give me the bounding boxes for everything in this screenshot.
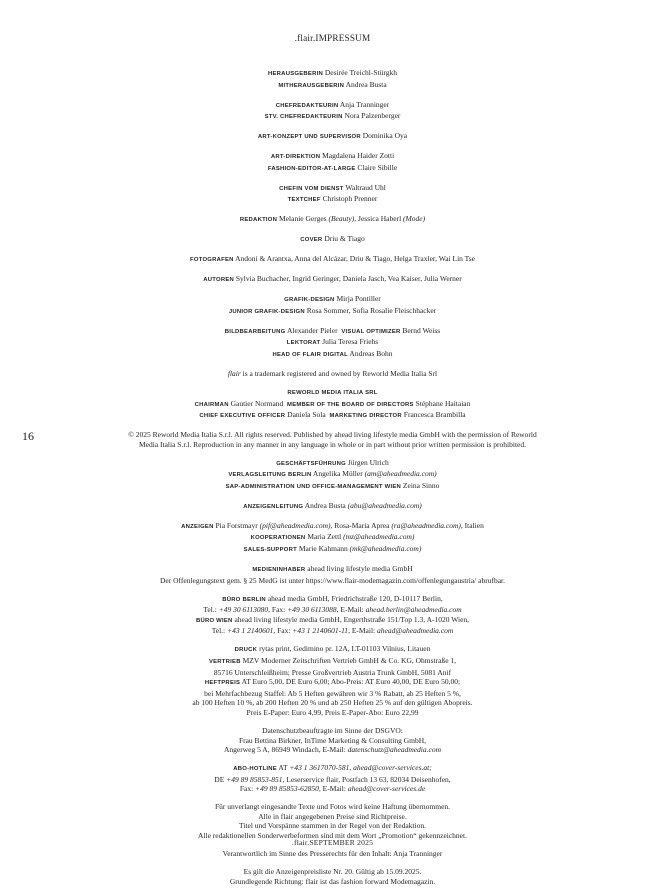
sep-redaktion: , (354, 214, 359, 224)
value-fashion-editor: Claire Sibille (357, 162, 398, 172)
value-mitherausgeberin: Andrea Busta (345, 79, 387, 89)
label-chefin-vom-dienst: CHEFIN VOM DIENST (279, 185, 344, 192)
value-board-member: Stéphane Haitaian (415, 398, 471, 408)
page-header: .flair.IMPRESSUM (294, 33, 371, 43)
abo-fax-prefix: Fax: (239, 784, 254, 794)
management-block (80, 458, 585, 493)
abo-at-prefix: AT (278, 763, 288, 773)
value-grafik-design: Mirja Pontiller (336, 294, 381, 304)
value-redaktion-1: Melanie Gerges (279, 214, 327, 224)
trademark-text: is a trademark registered and owned by Reworld Media Italia Srl (242, 368, 438, 378)
email-anzeigenleitung: (abu@aheadmedia.com) (347, 500, 422, 510)
art-concept-block (80, 131, 585, 143)
label-art-direktion: ART-DIREKTION (270, 154, 321, 161)
sep-anzeigen-1: , (330, 520, 335, 530)
data-protection-block (80, 726, 585, 755)
label-medieninhaber: MEDIENINHABER (252, 567, 306, 574)
value-chefin-vom-dienst: Waltraud Uhl (345, 182, 386, 192)
label-grafik-design: GRAFIK-DESIGN (284, 297, 335, 304)
copyright-line-2: Media Italia S.r.l. Reproduction in any manner in any language in whole or in part without prior written permission is prohibited. (138, 439, 526, 449)
label-board-member: MEMBER OF THE BOARD OF DIRECTORS (287, 401, 414, 408)
page-footer: .flair.SEPTEMBER 2025 (291, 838, 374, 847)
tel-prefix-wien: Tel.: (211, 626, 226, 636)
abo-fax: +49 89 85853-62850 (255, 784, 319, 794)
value-ceo: Daniela Sola (287, 410, 326, 420)
verantwortlich-text: Verantwortlich im Sinne des Presserechts für den Inhalt: Anja Tranninger (222, 849, 443, 859)
ad-management-block (80, 501, 585, 513)
cover-block (80, 234, 585, 246)
note-redaktion-2: (Mode) (403, 214, 426, 224)
email-berlin: ahead.berlin@aheadmedia.com (365, 605, 462, 615)
label-kooperationen: KOOPERATIONEN (250, 535, 306, 542)
value-textchef: Christoph Prenner (322, 194, 378, 204)
datenschutz-line-1: Datenschutzbeauftragte im Sinne der DSGVO: (262, 725, 403, 735)
datenschutz-email: datenschutz@aheadmedia.com (347, 745, 442, 755)
value-redaktion-2: Jessica Haberl (358, 214, 402, 224)
value-anzeigen-1: Pia Forstmayr (215, 520, 258, 530)
address-buero-berlin: ahead media GmbH, Friedrichstraße 120, D-10117 Berlin, (267, 593, 443, 603)
value-sap: Zeina Sinno (402, 480, 440, 490)
reworld-company: REWORLD MEDIA ITALIA SRL (287, 389, 378, 396)
abo-de-prefix: DE (214, 774, 225, 784)
price-list-block (80, 867, 585, 886)
publisher-block (80, 68, 585, 91)
editor-in-chief-block (80, 100, 585, 123)
tel-berlin: +49 30 6113080 (218, 605, 269, 615)
value-bildbearbeitung: Alexander Pieler (286, 325, 338, 335)
subscription-hotline-block (80, 763, 585, 794)
value-medieninhaber: ahead living lifestyle media GmbH (307, 564, 413, 574)
abo-de-tel: +49 89 85853-851 (226, 774, 283, 784)
value-sales-support: Marie Kahmann (298, 544, 348, 554)
sep-anzeigen-2: , Italien (460, 520, 484, 530)
label-visual-optimizer: VISUAL OPTIMIZER (341, 328, 401, 335)
email-kooperationen: (mz@aheadmedia.com) (343, 532, 415, 542)
value-heftpreis-3: ab 100 Heften 10 %, ab 200 Heften 20 % und ab 250 Heften 25 % auf den gültigen Abopreis. (192, 698, 473, 708)
value-anzeigen-2: Rosa-Maria Aprea (334, 520, 390, 530)
reworld-block (80, 387, 585, 422)
label-bildbearbeitung: BILDBEARBEITUNG (224, 328, 286, 335)
value-chefredakteurin: Anja Tranninger (339, 99, 390, 109)
value-autoren: Sylvia Buchacher, Ingrid Geringer, Daniela Jasch, Vea Kaiser, Julia Werner (235, 274, 462, 284)
managing-editor-block (80, 183, 585, 206)
label-abo-hotline: ABO-HOTLINE (233, 766, 277, 773)
trademark-brand: flair (227, 368, 241, 378)
email-prefix-wien: , E-Mail: (348, 626, 376, 636)
preisliste-line-1: Es gilt die Anzeigenpreisliste Nr. 20. Gültig ab 15.09.2025. (243, 867, 422, 877)
value-heftpreis-1: AT Euro 5,00, DE Euro 6,00; Abo-Preis: AT Euro 40,00, DE Euro 50,00; (241, 677, 461, 687)
datenschutz-line-3: Angerweg 5 A, 86949 Windach, E-Mail: (223, 745, 346, 755)
disclaimer-line-4: Alle redaktionellen Sonderwerbeformen sind mit dem Wort „Promotion“ gekennzeichnet. (198, 831, 467, 841)
label-redaktion: REDAKTION (239, 217, 278, 224)
label-lektorat: LEKTORAT (286, 340, 321, 347)
page-number: 16 (22, 429, 34, 443)
value-head-digital: Andreas Bohn (349, 349, 393, 358)
graphic-design-block (80, 294, 585, 317)
value-stv-chefredakteurin: Nora Palzenberger (344, 111, 401, 121)
label-herausgeberin: HERAUSGEBERIN (268, 71, 323, 77)
label-fashion-editor: FASHION-EDITOR-AT-LARGE (267, 165, 356, 172)
value-vertrieb-1: MZV Moderner Zeitschriften Vertrieb GmbH & Co. KG, Ohmstraße 1, (242, 655, 457, 665)
datenschutz-line-2: Frau Bettina Birkner, InTime Marketing & Consulting GmbH, (238, 735, 427, 745)
abo-at-email: ahead@cover-services.at; (353, 763, 432, 773)
impressum-content (80, 68, 585, 895)
value-anzeigenleitung: Andrea Busta (304, 500, 346, 510)
label-vertrieb: VERTRIEB (208, 658, 241, 665)
disclaimer-line-3: Titel und Vorspänne stammen in der Regel von der Redaktion. (239, 821, 426, 831)
responsible-block (80, 849, 585, 859)
tel-prefix-berlin: Tel.: (203, 605, 217, 615)
image-editing-block (80, 326, 585, 361)
value-visual-optimizer: Bernd Weiss (402, 325, 441, 335)
value-chairman: Gautier Normand (230, 398, 284, 408)
fax-wien: +43 1 2140601-11 (292, 626, 349, 636)
label-ceo: CHIEF EXECUTIVE OFFICER (199, 413, 286, 420)
email-prefix-berlin: , E-Mail: (336, 605, 364, 615)
tel-wien: +43 1 2140601 (227, 626, 274, 636)
abo-at-tel: +43 1 3617070-581 (289, 763, 350, 773)
abo-de-text: , Leserservice flair, Postfach 13 63, 82034 Deisenhofen, (282, 774, 451, 784)
ads-block (80, 521, 585, 556)
fax-berlin: +49 30 6113088 (287, 605, 337, 615)
label-anzeigen: ANZEIGEN (181, 523, 214, 530)
label-autoren: AUTOREN (203, 277, 235, 284)
fax-prefix-wien: , Fax: (273, 626, 291, 636)
value-heftpreis-4: Preis E-Paper: Euro 4,99, Preis E-Paper-Abo: Euro 22,99 (246, 707, 419, 717)
copyright-line-1: © 2025 Reworld Media Italia S.r.l. All rights reserved. Published by ahead living lifestyle media GmbH with the permission of Reworld (128, 430, 537, 440)
art-direction-block (80, 151, 585, 174)
label-stv-chefredakteurin: STV. CHEFREDAKTEURIN (264, 114, 343, 121)
value-kooperationen: Maria Zettl (307, 532, 342, 542)
label-marketing: MARKETING DIRECTOR (329, 413, 402, 420)
value-cover: Driu & Tiago (324, 234, 365, 244)
label-buero-wien: BÜRO WIEN (195, 617, 233, 624)
value-lektorat: Julia Teresa Friehs (322, 337, 379, 347)
address-buero-wien: ahead living lifestyle media GmbH, Engerthstraße 151/Top 1.3, A-1020 Wien, (234, 614, 470, 624)
value-druck: rytas print, Gedimino pr. 12A, LT-01103 Vilnius, Litauen (259, 644, 431, 654)
disclaimer-line-2: Alle in flair angegebenen Preise sind Richtpreise. (258, 811, 407, 821)
email-sales-support: (mk@aheadmedia.com) (349, 544, 422, 554)
value-verlagsleitung: Angelika Müller (312, 469, 363, 479)
label-druck: DRUCK (234, 647, 258, 654)
label-sap: SAP-ADMINISTRATION UND OFFICE-MANAGEMENT WIEN (225, 483, 402, 490)
email-anzeigen-1: (pif@aheadmedia.com) (259, 520, 331, 530)
abo-email: ahead@cover-services.de (347, 784, 426, 794)
label-fotografen: FOTOGRAFEN (190, 257, 234, 264)
value-vertrieb-2: 85716 Unterschleißheim; Presse Großvertrieb Austria Trunk GmbH, 5081 Anif (213, 667, 452, 677)
preisliste-line-2: Grundlegende Richtung: flair ist das fashion forward Modemagazin. (229, 876, 436, 886)
abo-at-sep: , (349, 763, 352, 773)
copyright-block (80, 430, 585, 449)
value-art-direktion: Magdalena Haider Zotti (322, 151, 395, 161)
disclaimer-line-1: Für unverlangt eingesandte Texte und Fotos wird keine Haftung übernommen. (214, 802, 451, 812)
trademark-block (80, 369, 585, 379)
label-heftpreis: HEFTPREIS (204, 680, 241, 687)
label-geschaeftsfuehrung: GESCHÄFTSFÜHRUNG (276, 460, 346, 467)
value-herausgeberin: Desirée Treichl-Stürgkh (324, 68, 397, 77)
value-heftpreis-2: bei Mehrfachbezug Staffel: Ab 5 Heften gewähren wir 3 % Rabatt, ab 25 Heften 5 %, (204, 688, 461, 698)
label-verlagsleitung: VERLAGSLEITUNG BERLIN (228, 472, 312, 479)
label-textchef: TEXTCHEF (287, 197, 321, 204)
media-owner-block (80, 564, 585, 585)
redaktion-block (80, 214, 585, 226)
note-redaktion-1: (Beauty) (328, 214, 355, 224)
label-art-konzept: ART-KONZEPT UND SUPERVISOR (257, 134, 361, 141)
print-distribution-block (80, 644, 585, 717)
abo-email-prefix: , E-Mail: (318, 784, 346, 794)
label-sales-support: SALES-SUPPORT (243, 547, 297, 554)
label-mitherausgeberin: MITHERAUSGEBERIN (278, 82, 345, 89)
value-geschaeftsfuehrung: Jürgen Ulrich (347, 457, 389, 467)
email-wien: ahead@aheadmedia.com (377, 626, 454, 636)
email-verlagsleitung: (am@aheadmedia.com) (364, 469, 437, 479)
label-junior-grafik: JUNIOR GRAFIK-DESIGN (228, 308, 305, 315)
label-buero-berlin: BÜRO BERLIN (222, 596, 266, 603)
value-fotografen: Andoni & Arantxa, Anna del Alcázar, Driu & Tiago, Helga Traxler, Wai Lin Tse (235, 254, 475, 264)
value-art-konzept: Dominika Oya (362, 131, 408, 141)
value-junior-grafik: Rosa Sommer, Sofia Rosalie Fleischhacker (306, 305, 437, 315)
value-marketing: Francesca Brambilla (403, 410, 466, 420)
photographers-block (80, 254, 585, 266)
authors-block (80, 274, 585, 286)
email-anzeigen-2: (ra@aheadmedia.com) (391, 520, 461, 530)
label-head-digital: HEAD OF FLAIR DIGITAL (272, 352, 348, 358)
fax-prefix-berlin: , Fax: (268, 605, 286, 615)
disclaimer-block (80, 802, 585, 840)
label-cover: COVER (300, 237, 323, 244)
offenlegung-text: Der Offenlegungstext gem. § 25 MedG ist unter https://www.flair-modemagazin.com/offenlegungaustria/ abrufbar. (159, 575, 506, 585)
label-anzeigenleitung: ANZEIGENLEITUNG (243, 503, 304, 510)
offices-block (80, 594, 585, 636)
label-chefredakteurin: CHEFREDAKTEURIN (275, 102, 339, 109)
label-chairman: CHAIRMAN (194, 401, 229, 408)
